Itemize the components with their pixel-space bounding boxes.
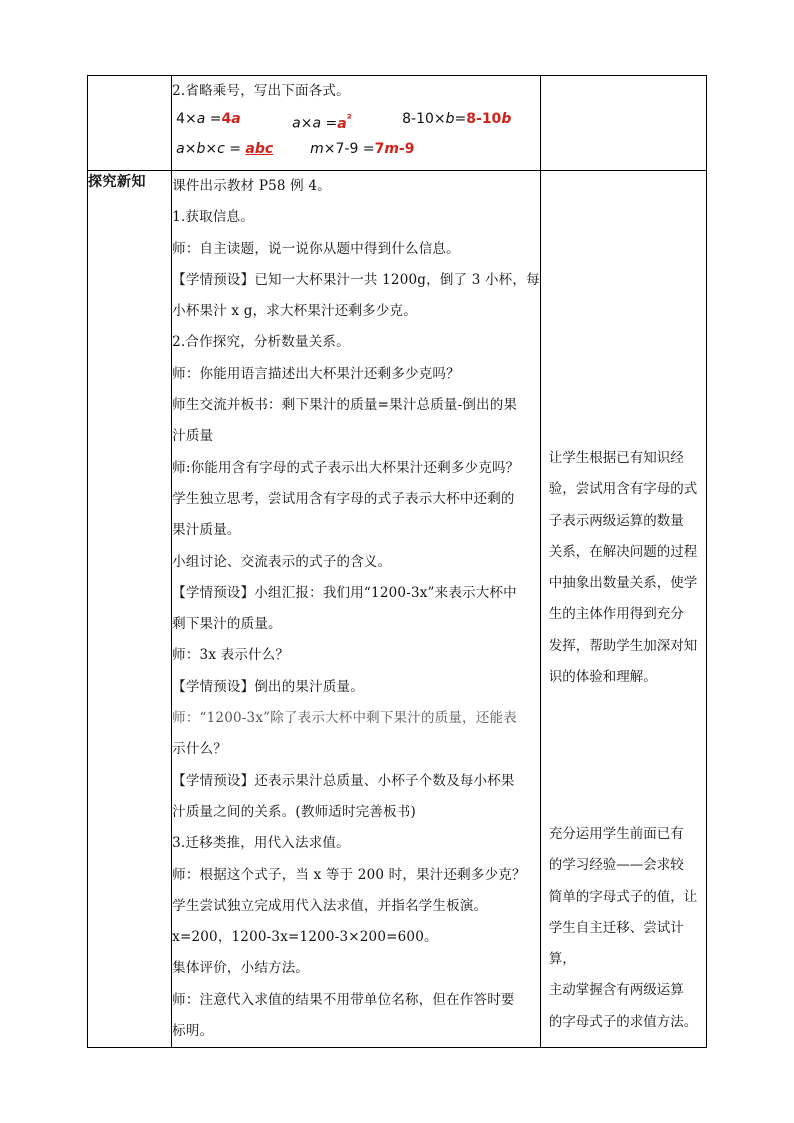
section-label: 探究新知 xyxy=(88,171,172,1048)
content-line: 【学情预设】已知一大杯果汁一共 1200g，倒了 3 小杯，每 xyxy=(172,271,540,288)
note-line: 中抽象出数量关系，使学 xyxy=(548,575,698,592)
content-line: 集体评价，小结方法。 xyxy=(172,960,310,977)
design-intent-cell xyxy=(540,171,706,1048)
table-row-exercise xyxy=(88,76,707,171)
content-line: 师:你能用含有字母的式子表示出大杯果汁还剩多少克吗？ xyxy=(172,459,520,476)
content-line: 标明。 xyxy=(172,1023,214,1040)
design-intent-note-1 xyxy=(549,443,700,693)
lesson-plan-table xyxy=(87,75,707,1048)
label-cell-empty xyxy=(88,76,172,171)
content-line: 3.迁移类推，用代入法求值。 xyxy=(172,835,350,852)
table-row-explore xyxy=(88,171,707,1048)
note-line: 的字母式子的求值方法。 xyxy=(548,1013,698,1030)
content-line: 师：根据这个式子，当 x 等于 200 时，果汁还剩多少克？ xyxy=(172,866,526,883)
note-line: 生的主体作用得到充分 xyxy=(548,606,684,623)
content-line: 果汁质量。 xyxy=(172,522,241,539)
content-line: 剩下果汁的质量。 xyxy=(172,616,282,633)
exercise-a-squared: $a\times a =a^{^2}$ xyxy=(292,111,352,132)
content-line: 【学情预设】倒出的果汁质量。 xyxy=(172,678,364,695)
note-line: 的学习经验——会求较 xyxy=(548,857,684,874)
content-line: 小杯果汁 x g，求大杯果汁还剩多少克。 xyxy=(172,303,417,320)
content-line: 师：“1200-3x”除了表示大杯中剩下果汁的质量，还能表 xyxy=(172,710,517,727)
note-line: 让学生根据已有知识经 xyxy=(548,450,684,466)
content-line: 师：3x 表示什么？ xyxy=(172,647,290,664)
note-line: 关系，在解决问题的过程 xyxy=(548,543,698,560)
exercise-8-10b: 8-10×b=8-10b xyxy=(402,111,512,127)
content-line: 师：自主读题，说一说你从题中得到什么信息。 xyxy=(172,240,460,257)
note-line: 发挥，帮助学生加深对知 xyxy=(548,637,698,654)
content-line: 师：注意代入求值的结果不用带单位名称，但在作答时要 xyxy=(172,991,515,1008)
note-line: 学生自主迁移、尝试计算， xyxy=(548,919,684,968)
exercise-row-1 xyxy=(172,106,540,136)
content-line: 师生交流并板书：剩下果汁的质量=果汁总质量-倒出的果 xyxy=(172,397,518,414)
note-line: 验，尝试用含有字母的式 xyxy=(548,481,698,498)
exercise-row-2 xyxy=(172,136,540,166)
note-line: 子表示两级运算的数量 xyxy=(548,512,684,529)
content-line: 课件出示教材 P58 例 4。 xyxy=(172,178,331,194)
content-line: 师：你能用语言描述出大杯果汁还剩多少克吗？ xyxy=(172,365,460,382)
content-line: 1.获取信息。 xyxy=(172,209,254,226)
note-cell-empty xyxy=(540,76,706,171)
content-line: 示什么？ xyxy=(172,741,227,758)
content-line: 汁质量 xyxy=(172,428,214,445)
exercise-cell xyxy=(172,76,541,171)
note-line: 主动掌握含有两级运算 xyxy=(548,982,684,999)
content-line: 学生独立思考，尝试用含有字母的式子表示大杯中还剩的 xyxy=(172,490,515,507)
content-line: 【学情预设】还表示果汁总质量、小杯子个数及每小杯果 xyxy=(172,772,515,789)
exercise-instruction: 2.省略乘号，写出下面各式。 xyxy=(172,83,350,99)
note-line: 简单的字母式子的值，让 xyxy=(548,888,698,905)
content-line: 学生尝试独立完成用代入法求值，并指名学生板演。 xyxy=(172,897,488,914)
content-line: 汁质量之间的关系。(教师适时完善板书) xyxy=(172,803,416,820)
content-line: 【学情预设】小组汇报：我们用“1200-3x”来表示大杯中 xyxy=(172,584,517,601)
design-intent-note-2 xyxy=(549,819,700,1038)
exercise-4a: 4×a =4a xyxy=(176,111,241,127)
exercise-abc: a×b×c = abc xyxy=(176,141,274,157)
exercise-7m-9: m×7-9 =7m-9 xyxy=(310,141,415,157)
note-line: 识的体验和理解。 xyxy=(548,669,657,686)
content-line: 小组讨论、交流表示的式子的含义。 xyxy=(172,553,392,570)
explore-content-cell xyxy=(172,171,541,1048)
content-line: 2.合作探究，分析数量关系。 xyxy=(172,334,350,351)
content-line: x=200，1200-3x=1200-3×200=600。 xyxy=(172,929,438,946)
note-line: 充分运用学生前面已有 xyxy=(548,826,684,842)
